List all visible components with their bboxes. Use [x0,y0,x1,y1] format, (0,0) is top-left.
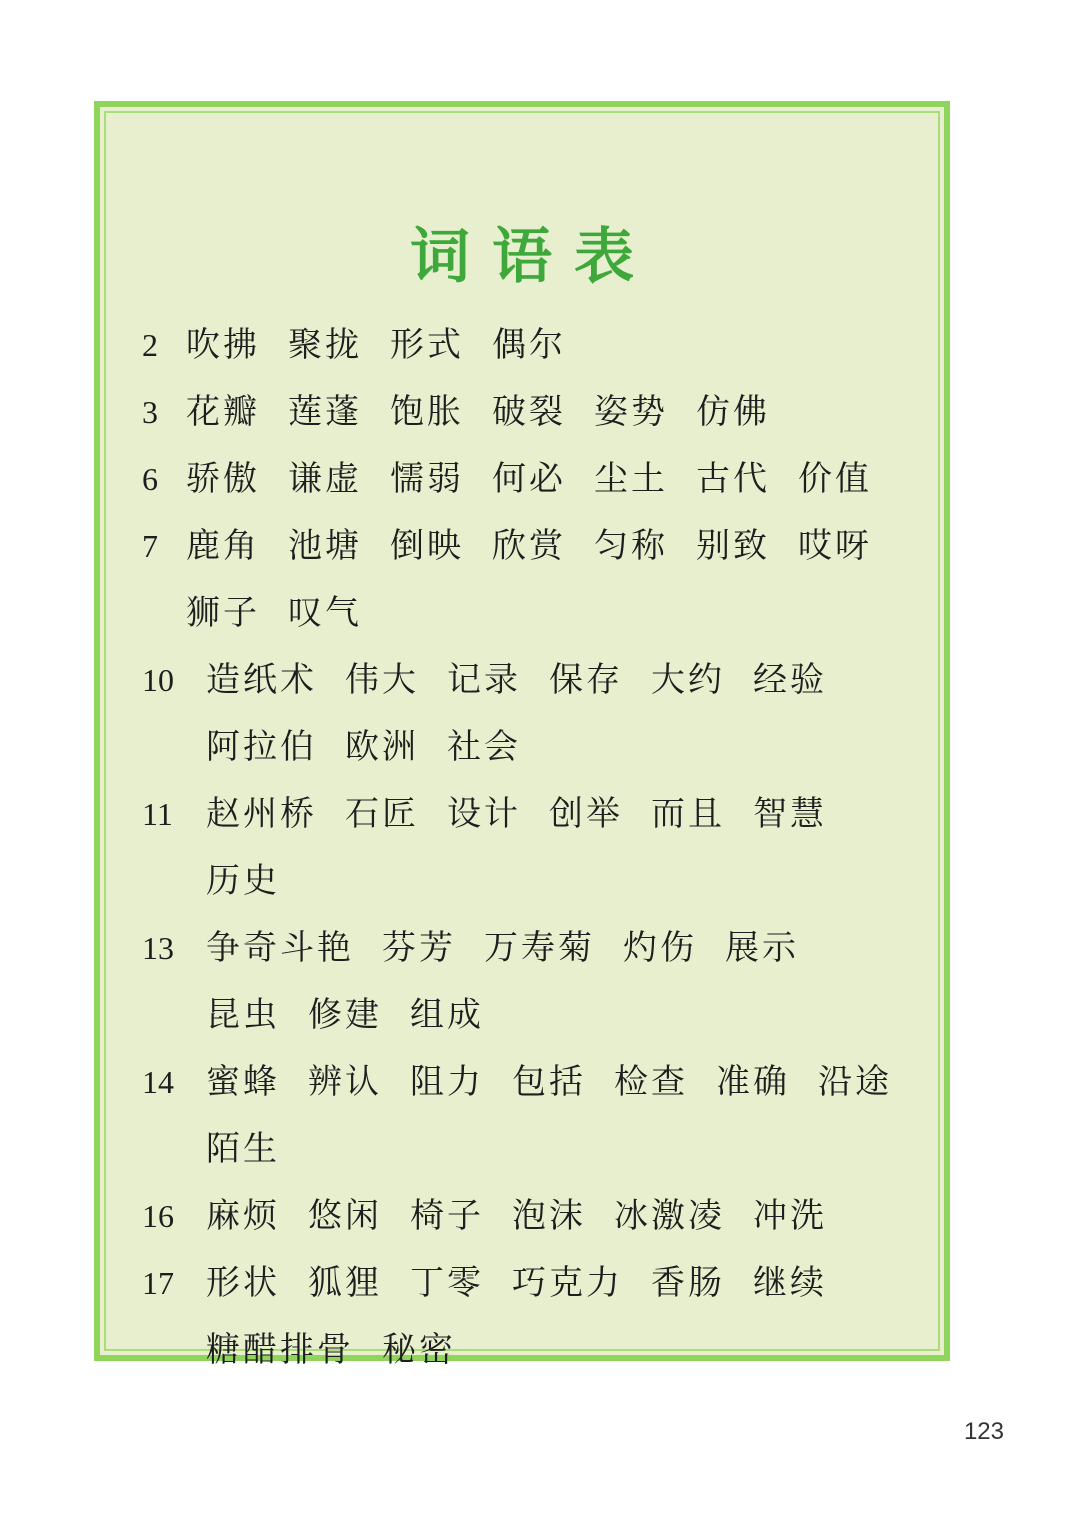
vocabulary-entry [142,446,924,513]
vocabulary-word: 谦虚 [288,459,362,499]
vocabulary-word: 聚拢 [288,325,362,365]
vocabulary-word: 欧洲 [345,727,419,767]
vocabulary-entry [142,312,924,379]
vocabulary-word: 芬芳 [382,928,456,968]
page-number: 123 [963,1418,1004,1445]
word-group [206,915,896,1049]
vocabulary-word: 哎呀 [798,526,872,566]
vocabulary-word: 倒映 [390,526,464,566]
vocabulary-entry [142,1049,924,1183]
vocabulary-word: 组成 [410,995,484,1035]
lesson-number: 7 [142,528,158,564]
vocabulary-word: 丁零 [410,1263,484,1303]
vocabulary-word: 吹拂 [186,325,260,365]
vocabulary-word: 饱胀 [390,392,464,432]
vocabulary-word: 莲蓬 [288,392,362,432]
vocabulary-word: 阿拉伯 [206,727,317,767]
vocabulary-word: 辨认 [308,1062,382,1102]
vocabulary-word: 泡沫 [512,1196,586,1236]
vocabulary-word: 破裂 [492,392,566,432]
vocabulary-word: 造纸术 [206,660,317,700]
vocabulary-word: 智慧 [753,794,827,834]
vocabulary-word: 欣赏 [492,526,566,566]
vocabulary-word: 香肠 [651,1263,725,1303]
word-group [186,446,872,513]
vocabulary-word: 包括 [512,1062,586,1102]
vocabulary-entry [142,379,924,446]
vocabulary-word: 狐狸 [308,1263,382,1303]
vocabulary-word: 争奇斗艳 [206,928,354,968]
vocabulary-entry [142,915,924,1049]
vocabulary-word: 而且 [651,794,725,834]
lesson-number: 10 [142,662,174,698]
vocabulary-word: 昆虫 [206,995,280,1035]
vocabulary-word: 赵州桥 [206,794,317,834]
vocabulary-word: 偶尔 [492,325,566,365]
vocabulary-word: 修建 [308,995,382,1035]
vocabulary-word: 仿佛 [696,392,770,432]
vocabulary-word: 设计 [447,794,521,834]
vocabulary-word: 池塘 [288,526,362,566]
vocabulary-word: 蜜蜂 [206,1062,280,1102]
vocabulary-word: 巧克力 [512,1263,623,1303]
vocabulary-word: 糖醋排骨 [206,1330,354,1370]
vocabulary-word: 懦弱 [390,459,464,499]
page-title: 词语表 [410,222,656,292]
vocabulary-word: 准确 [716,1062,790,1102]
vocabulary-word: 椅子 [410,1196,484,1236]
vocabulary-word: 姿势 [594,392,668,432]
vocabulary-word: 继续 [753,1263,827,1303]
vocabulary-word: 大约 [651,660,725,700]
lesson-number: 3 [142,394,158,430]
word-group [206,647,896,781]
word-group [206,781,896,915]
vocabulary-word: 沿途 [818,1062,892,1102]
vocabulary-entry [142,647,924,781]
vocabulary-word: 何必 [492,459,566,499]
vocabulary-word: 匀称 [594,526,668,566]
vocabulary-word: 社会 [447,727,521,767]
vocabulary-word: 价值 [798,459,872,499]
vocabulary-word: 记录 [447,660,521,700]
vocabulary-word: 冲洗 [753,1196,827,1236]
vocabulary-word: 骄傲 [186,459,260,499]
word-group [206,1250,896,1384]
vocabulary-word: 叹气 [288,593,362,633]
lesson-number: 13 [142,930,174,966]
word-group [186,513,876,647]
lesson-number: 11 [142,796,173,832]
vocabulary-list [142,312,924,1384]
vocabulary-entry [142,513,924,647]
vocabulary-word: 形状 [206,1263,280,1303]
vocabulary-word: 灼伤 [623,928,697,968]
vocabulary-word: 石匠 [345,794,419,834]
word-group [186,312,566,379]
lesson-number: 17 [142,1265,174,1301]
vocabulary-word: 展示 [725,928,799,968]
vocabulary-word: 万寿菊 [484,928,595,968]
lesson-number: 16 [142,1198,174,1234]
vocabulary-word: 伟大 [345,660,419,700]
vocabulary-word: 保存 [549,660,623,700]
vocabulary-word: 别致 [696,526,770,566]
vocabulary-word: 鹿角 [186,526,260,566]
vocabulary-word: 陌生 [206,1129,280,1169]
vocabulary-word: 冰激凌 [614,1196,725,1236]
vocabulary-word: 历史 [206,861,280,901]
vocabulary-word: 尘土 [594,459,668,499]
word-group [206,1183,827,1250]
vocabulary-word: 创举 [549,794,623,834]
vocabulary-word: 悠闲 [308,1196,382,1236]
word-group [186,379,770,446]
vocabulary-word: 狮子 [186,593,260,633]
lesson-number: 6 [142,461,158,497]
vocabulary-entry [142,1183,924,1250]
vocabulary-word: 花瓣 [186,392,260,432]
vocabulary-word: 经验 [753,660,827,700]
vocabulary-word: 秘密 [382,1330,456,1370]
vocabulary-word: 检查 [614,1062,688,1102]
vocabulary-word: 古代 [696,459,770,499]
vocabulary-entry [142,781,924,915]
lesson-number: 2 [142,327,158,363]
vocabulary-entry [142,1250,924,1384]
lesson-number: 14 [142,1064,174,1100]
vocabulary-panel [94,101,950,1370]
vocabulary-word: 阻力 [410,1062,484,1102]
vocabulary-word: 形式 [390,325,464,365]
vocabulary-word: 麻烦 [206,1196,280,1236]
word-group [206,1049,896,1183]
